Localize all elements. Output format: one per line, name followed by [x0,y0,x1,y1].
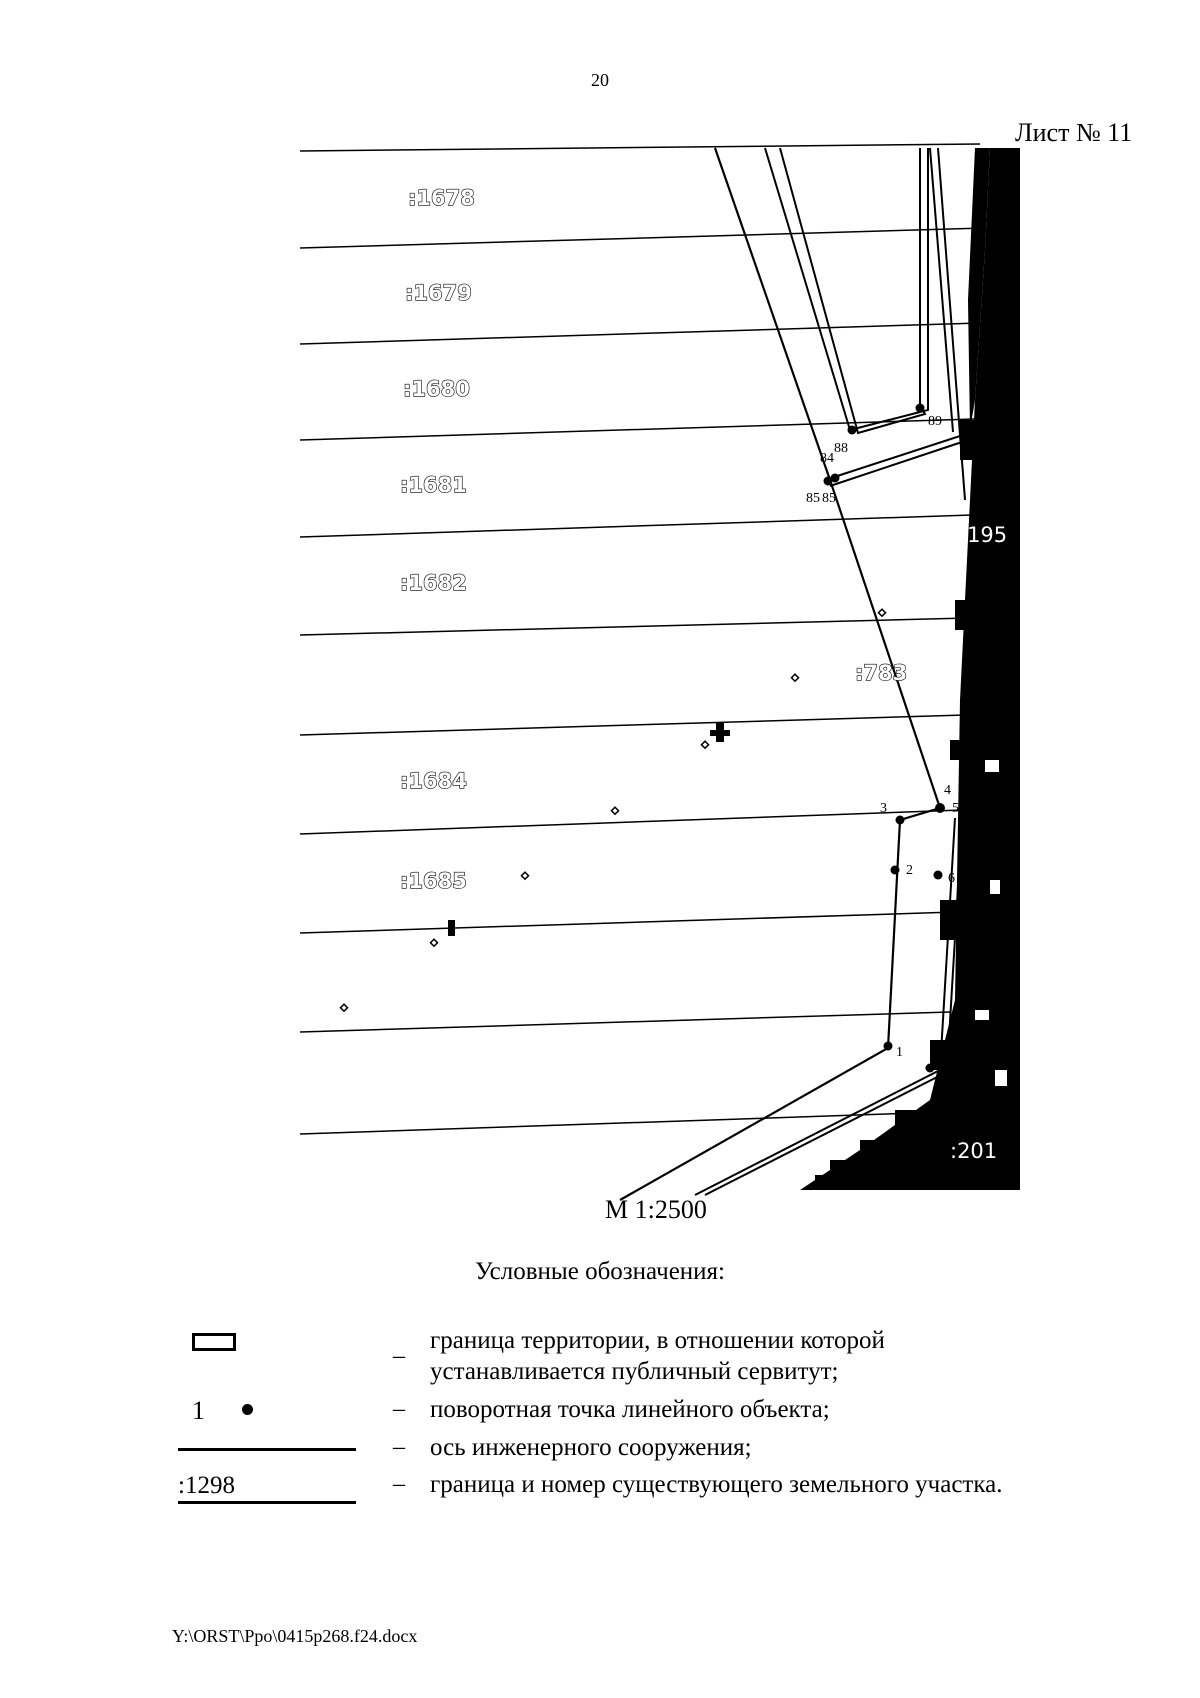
legend-text: ось инженерного сооружения; [430,1434,752,1461]
point-label-82: 82 [968,445,982,460]
legend-text-line: граница территории, в отношении которой [430,1327,885,1354]
point-label-88: 88 [834,441,848,456]
point-label-5: 5 [952,801,959,816]
legend-item-structure-axis [0,1432,1200,1472]
legend-item-parcel [0,1469,1200,1509]
parcel-label-1679: :1679 [405,281,472,305]
sheet-label: Лист № 11 [1015,118,1133,147]
file-path-footer: Y:\ORST\Ppo\0415p268.f24.docx [172,1626,418,1646]
legend-dash: _ [393,1335,405,1361]
legend-dash: – [393,1471,405,1497]
point-label-2: 2 [906,863,913,878]
structure-axis-symbol [178,1448,356,1451]
servitude-boundary [695,148,965,1195]
point-label-84: 84 [820,451,834,466]
point-label-3: 3 [880,801,887,816]
page-number: 20 [591,70,609,90]
legend-dash: – [393,1396,405,1422]
point-label-89: 89 [928,414,942,429]
point-label-7: 7 [938,1069,945,1084]
parcel-label-1685: :1685 [400,869,467,893]
turning-point-symbol-dot [242,1404,253,1415]
point-label-85a: 85 [806,491,820,506]
servitude-boundary-symbol [192,1333,236,1351]
legend-text: граница и номер существующего земельного участка. [430,1471,1003,1498]
parcel-label-1684: :1684 [400,769,467,793]
parcel-label-1680: :1680 [403,377,470,401]
point-label-85b: 85 [822,491,836,506]
turning-point-symbol-number: 1 [192,1396,205,1425]
point-label-1: 1 [896,1045,903,1060]
legend-item-servitude [0,1325,1200,1385]
legend-text [430,1325,885,1387]
map-scale: М 1:2500 [605,1195,707,1224]
legend-dash: – [393,1434,405,1460]
parcel-label-201: :201 [950,1139,998,1163]
map-markers [340,609,885,1011]
legend-item-turning-point [0,1394,1200,1434]
legend-text: поворотная точка линейного объекта; [430,1396,830,1423]
turning-points [824,404,946,1073]
parcel-label-1682: :1682 [400,571,467,595]
parcel-label-783: :783 [855,661,908,685]
terrain-strip [800,148,1020,1190]
legend-text-line: устанавливается публичный сервитут; [430,1358,839,1385]
parcel-label-1681: :1681 [400,473,467,497]
legend-title: Условные обозначения: [474,1258,726,1285]
point-label-6: 6 [948,871,955,886]
point-label-4: 4 [944,783,951,798]
parcel-label-195: :195 [960,523,1008,547]
parcel-boundary-symbol: :1298 [178,1471,356,1504]
parcel-label-1678: :1678 [408,186,475,210]
map-marker-blocks [448,722,730,936]
